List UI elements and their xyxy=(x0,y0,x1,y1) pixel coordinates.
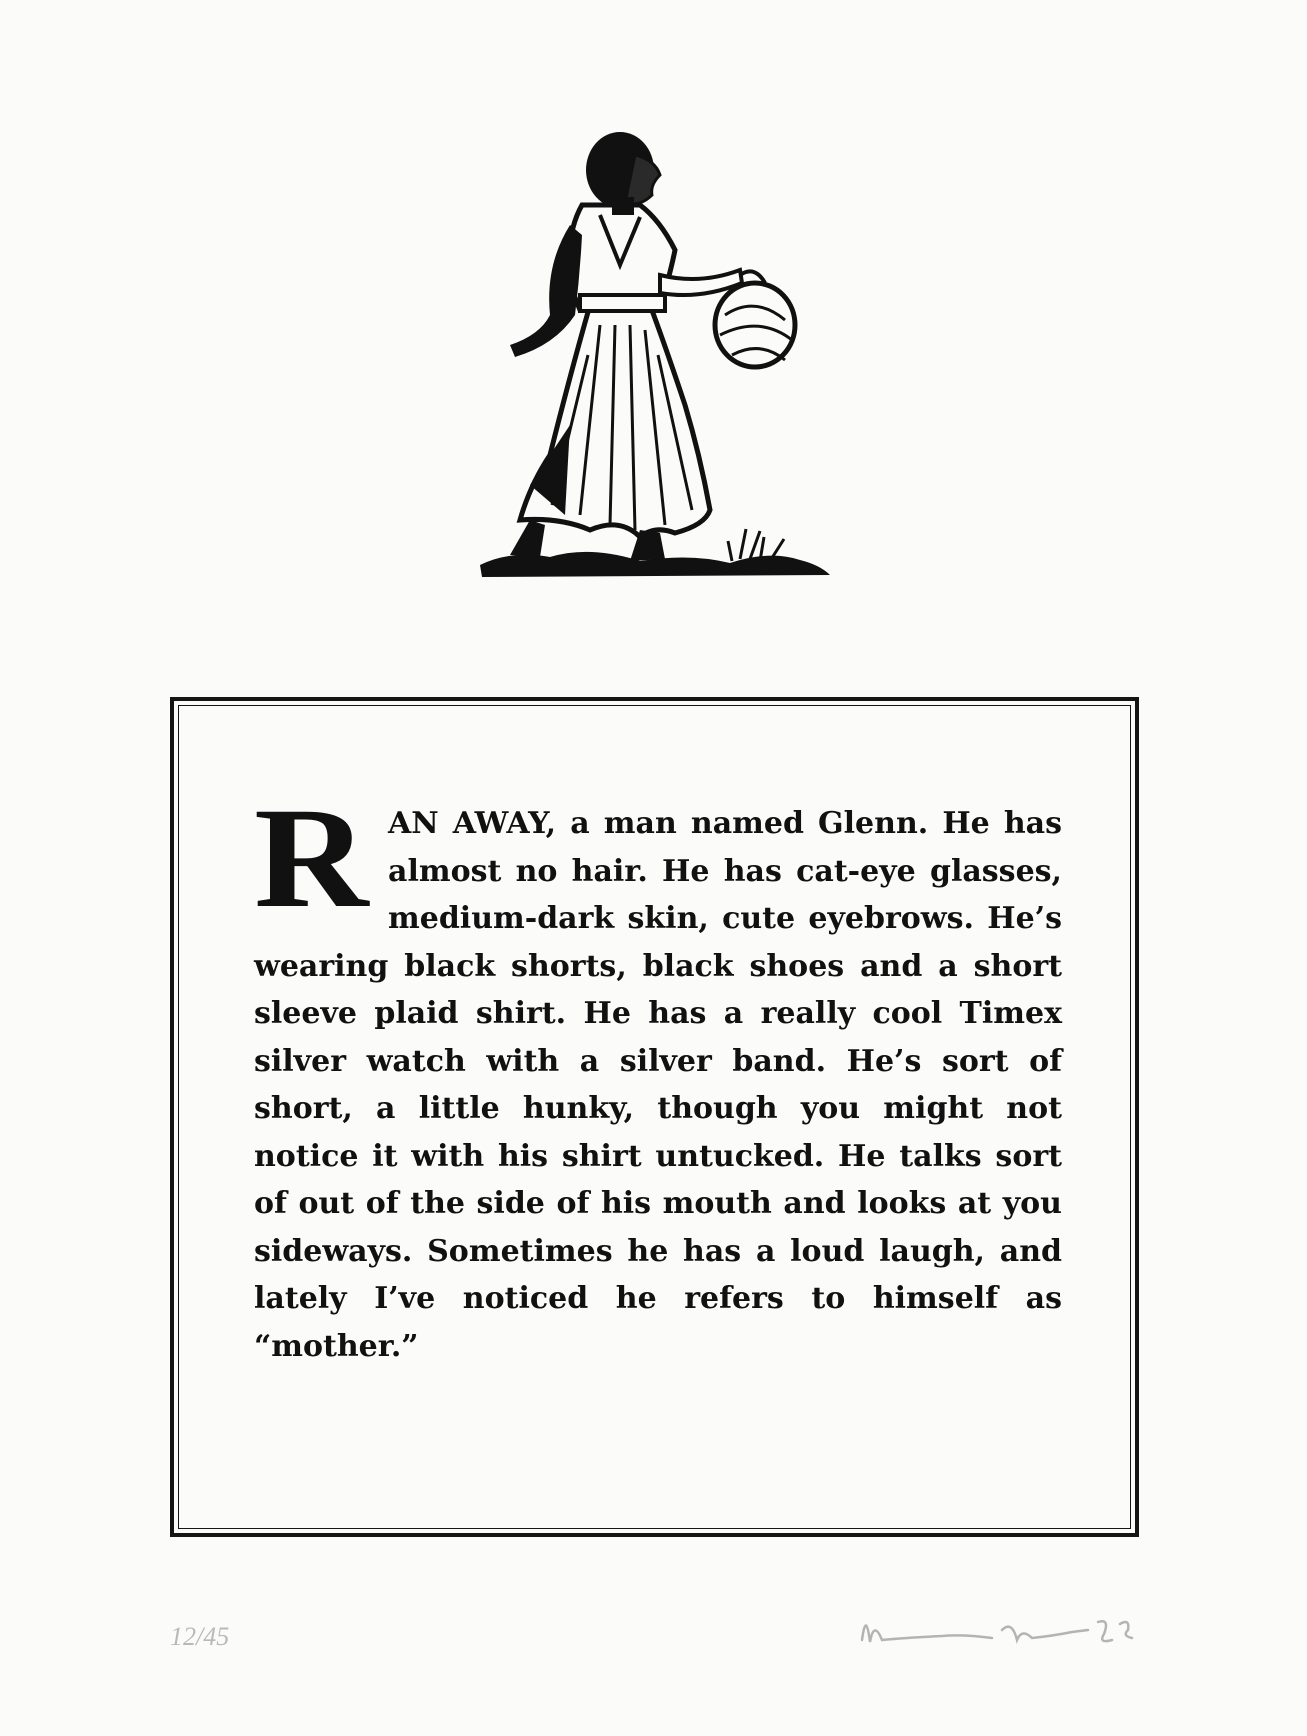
notice-body: a man named Glenn. He has almost no hair. He has cat-eye glasses, medium-dark skin, cute eyebrows. He’s wearing black shorts, black shoes and a short sleeve plaid shirt. He has a really cool Timex silver watch with a silver band. He’s sort of short, a little hunky, though you might not notice it with his shirt untucked. He talks sort of out of the side of his mouth and looks at you sideways. Sometimes he has a loud laugh, and lately I’ve noticed he refers to himself as “mother.” xyxy=(254,806,1062,1364)
runaway-notice xyxy=(254,779,1062,1370)
edition-number: 12/45 xyxy=(170,1622,230,1651)
drop-cap: R xyxy=(254,779,369,938)
runaway-figure-illustration xyxy=(470,125,840,585)
lead-in-caps: AN AWAY, xyxy=(388,806,557,841)
artist-signature xyxy=(852,1600,1142,1660)
